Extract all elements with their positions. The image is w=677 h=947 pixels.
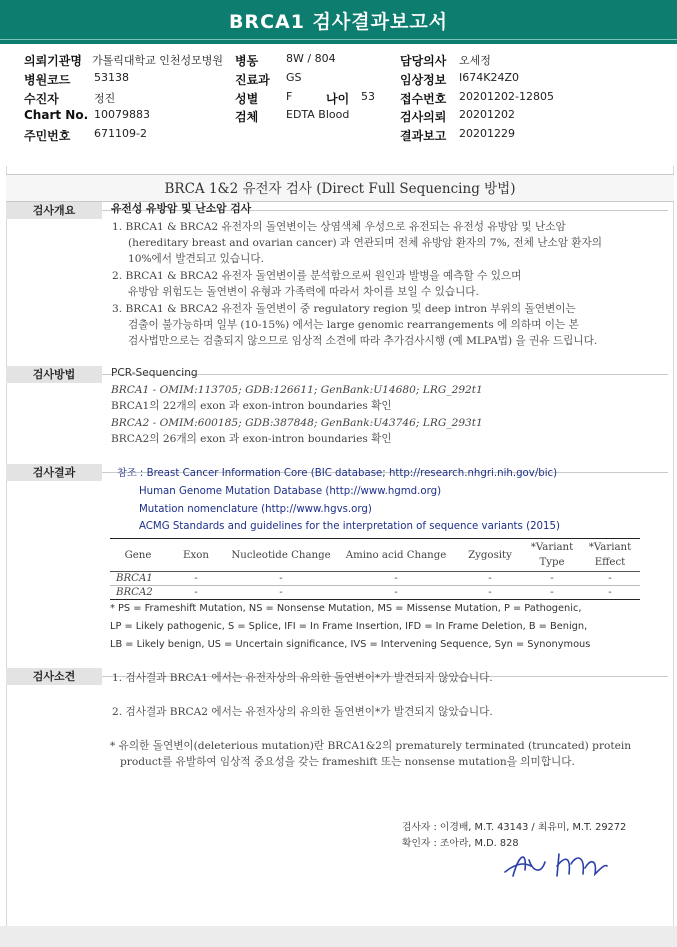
col-gene: Gene — [110, 539, 166, 572]
cell-amino-acid: - — [336, 586, 456, 600]
handwritten-signature — [501, 846, 611, 882]
col-variant-type: *Variant Type — [524, 539, 580, 572]
method-line-3: BRCA1의 22개의 exon 과 exon-intron boundaries 확인 — [111, 400, 392, 412]
col-nucleotide: Nucleotide Change — [226, 539, 336, 572]
sex-label: 성별 — [235, 91, 259, 106]
chart-label: Chart No. — [24, 108, 89, 123]
reference-line-3: Mutation nomenclature (http://www.hgvs.org) — [139, 504, 372, 515]
col-exon: Exon — [166, 539, 226, 572]
cell-amino-acid: - — [336, 572, 456, 586]
clinical-label: 임상정보 — [400, 72, 447, 87]
method-line-2: BRCA1 - OMIM:113705; GDB:126611; GenBank:U14680; LRG_292t1 — [111, 384, 483, 396]
table-row — [110, 572, 640, 586]
overview-line-4: 2. BRCA1 & BRCA2 유전자 돌연변이를 분석함으로써 원인과 발병을 예측할 수 있으며 — [112, 270, 522, 282]
request-value: 20201202 — [459, 108, 515, 122]
col-amino-acid: Amino acid Change — [336, 539, 456, 572]
overview-line-7: 검출이 불가능하며 일부 (10-15%) 에서는 large genomic rearrangements 에 의하며 이는 본 — [128, 319, 579, 331]
clinical-value: I674K24Z0 — [459, 70, 519, 84]
cell-nucleotide: - — [226, 572, 336, 586]
specimen-value: EDTA Blood — [286, 108, 350, 122]
resident-value: 671109-2 — [94, 127, 147, 141]
reference-line-1: 참조 : Breast Cancer Information Core (BIC database; http://research.nhgri.nih.gov/bic) — [117, 468, 558, 479]
report-date-label: 결과보고 — [400, 129, 447, 144]
info-row-4 — [24, 108, 664, 127]
doctor-label: 담당의사 — [400, 54, 447, 68]
report-title-bar — [0, 0, 677, 44]
patient-label: 수진자 — [24, 91, 59, 106]
opinion-label: 검사소견 — [6, 668, 102, 685]
overview-line-3: 10%에서 발견되고 있습니다. — [128, 253, 264, 265]
test-title-box — [6, 174, 674, 202]
dept-label: 진료과 — [235, 72, 270, 87]
method-line-5: BRCA2의 26개의 exon 과 exon-intron boundaries 확인 — [111, 433, 392, 445]
test-title: BRCA 1&2 유전자 검사 (Direct Full Sequencing 방법) — [164, 181, 516, 197]
patient-info-block — [24, 52, 664, 146]
opinion-note-2: product를 유발하여 임상적 중요성을 갖는 frameshift 또는 nonsense mutation을 의미합니다. — [120, 756, 575, 768]
institution-value: 가톨릭대학교 인천성모병원 — [92, 54, 224, 67]
cell-gene: BRCA2 — [110, 586, 166, 600]
report-page — [6, 166, 674, 926]
opinion-note-1: * 유의한 돌연변이(deleterious mutation)란 BRCA1&2의 prematurely terminated (truncated) protein — [110, 740, 632, 752]
overview-line-5: 유방암 위험도는 돌연변이 유형과 가족력에 따라서 차이를 보일 수 있습니다. — [128, 286, 479, 298]
ward-value: 8W / 804 — [286, 52, 336, 65]
col-zygosity: Zygosity — [456, 539, 524, 572]
overview-line-6: 3. BRCA1 & BRCA2 유전자 돌연변이 중 regulatory region 및 deep intron 부위의 돌연변이는 — [112, 303, 576, 315]
cell-nucleotide: - — [226, 586, 336, 600]
cell-exon: - — [166, 586, 226, 600]
examiner-line: 검사자 : 이경배, M.T. 43143 / 최유미, M.T. 29272 — [402, 822, 627, 833]
table-row — [110, 586, 640, 600]
title-rule — [0, 39, 677, 40]
cell-zygosity: - — [456, 586, 524, 600]
resident-label: 주민번호 — [24, 129, 71, 144]
opinion-line-2: 2. 검사결과 BRCA2 에서는 유전자상의 유의한 돌연변이*가 발견되지 않았습니다. — [112, 706, 493, 718]
overview-line-2: (hereditary breast and ovarian cancer) 과 연관되며 전체 유방암 환자의 7%, 전체 난소암 환자의 — [128, 237, 602, 249]
cell-gene: BRCA1 — [110, 572, 166, 586]
hospital-code-label: 병원코드 — [24, 72, 71, 87]
info-row-5 — [24, 127, 664, 146]
method-line-4: BRCA2 - OMIM:600185; GDB:387848; GenBank:U43746; LRG_293t1 — [111, 417, 483, 429]
sex-value: F — [286, 89, 293, 103]
age-label: 나이 — [326, 91, 350, 106]
overview-label: 검사개요 — [6, 202, 102, 219]
info-row-3 — [24, 90, 664, 109]
age-value: 53 — [361, 89, 375, 103]
col-variant-effect: *Variant Effect — [580, 539, 640, 572]
doctor-value: 오세정 — [459, 54, 491, 67]
footnote-line-1: * PS = Frameshift Mutation, NS = Nonsense Mutation, MS = Missense Mutation, P = Pathogenic, — [110, 603, 582, 614]
report-date-value: 20201229 — [459, 127, 515, 141]
overview-line-8: 검사법만으로는 검출되지 않으므로 임상적 소견에 따라 추가검사시행 (예 MLPA법) 을 권유 드립니다. — [128, 335, 598, 347]
specimen-label: 검체 — [235, 110, 259, 125]
cell-variant-effect: - — [580, 572, 640, 586]
receipt-value: 20201202-12805 — [459, 89, 554, 103]
ward-label: 병동 — [235, 54, 259, 68]
cell-exon: - — [166, 572, 226, 586]
institution-label: 의뢰기관명 — [24, 54, 82, 68]
request-label: 검사의뢰 — [400, 110, 447, 125]
confirmer-line: 확인자 : 조아라, M.D. 828 — [402, 838, 519, 849]
dept-value: GS — [286, 70, 302, 84]
bottom-strip — [0, 926, 677, 947]
cell-variant-type: - — [524, 586, 580, 600]
overview-heading: 유전성 유방암 및 난소암 검사 — [111, 202, 252, 215]
result-label: 검사결과 — [6, 464, 102, 481]
method-line-1: PCR-Sequencing — [111, 367, 198, 379]
variant-table-header — [110, 539, 640, 572]
opinion-line-1: 1. 검사결과 BRCA1 에서는 유전자상의 유의한 돌연변이*가 발견되지 않았습니다. — [112, 672, 493, 684]
reference-line-4: ACMG Standards and guidelines for the interpretation of sequence variants (2015) — [139, 521, 560, 532]
report-title: BRCA1 검사결과보고서 — [228, 11, 449, 33]
footnote-line-2: LP = Likely pathogenic, S = Splice, IFI = In Frame Insertion, IFD = In Frame Deletion, B = Benign, — [110, 621, 588, 632]
patient-value: 정진 — [94, 91, 116, 105]
method-label: 검사방법 — [6, 366, 102, 383]
info-row-2 — [24, 71, 664, 90]
reference-line-2: Human Genome Mutation Database (http://www.hgmd.org) — [139, 486, 442, 497]
cell-variant-type: - — [524, 572, 580, 586]
hospital-code-value: 53138 — [94, 70, 129, 84]
cell-variant-effect: - — [580, 586, 640, 600]
receipt-label: 접수번호 — [400, 91, 447, 106]
footnote-line-3: LB = Likely benign, US = Uncertain significance, IVS = Intervening Sequence, Syn = Synonymous — [110, 639, 591, 650]
chart-value: 10079883 — [94, 108, 150, 122]
overview-line-1: 1. BRCA1 & BRCA2 유전자의 돌연변이는 상염색체 우성으로 유전되는 유전성 유방암 및 난소암 — [112, 221, 566, 233]
variant-table — [110, 538, 640, 600]
info-row-1 — [24, 52, 664, 71]
cell-zygosity: - — [456, 572, 524, 586]
